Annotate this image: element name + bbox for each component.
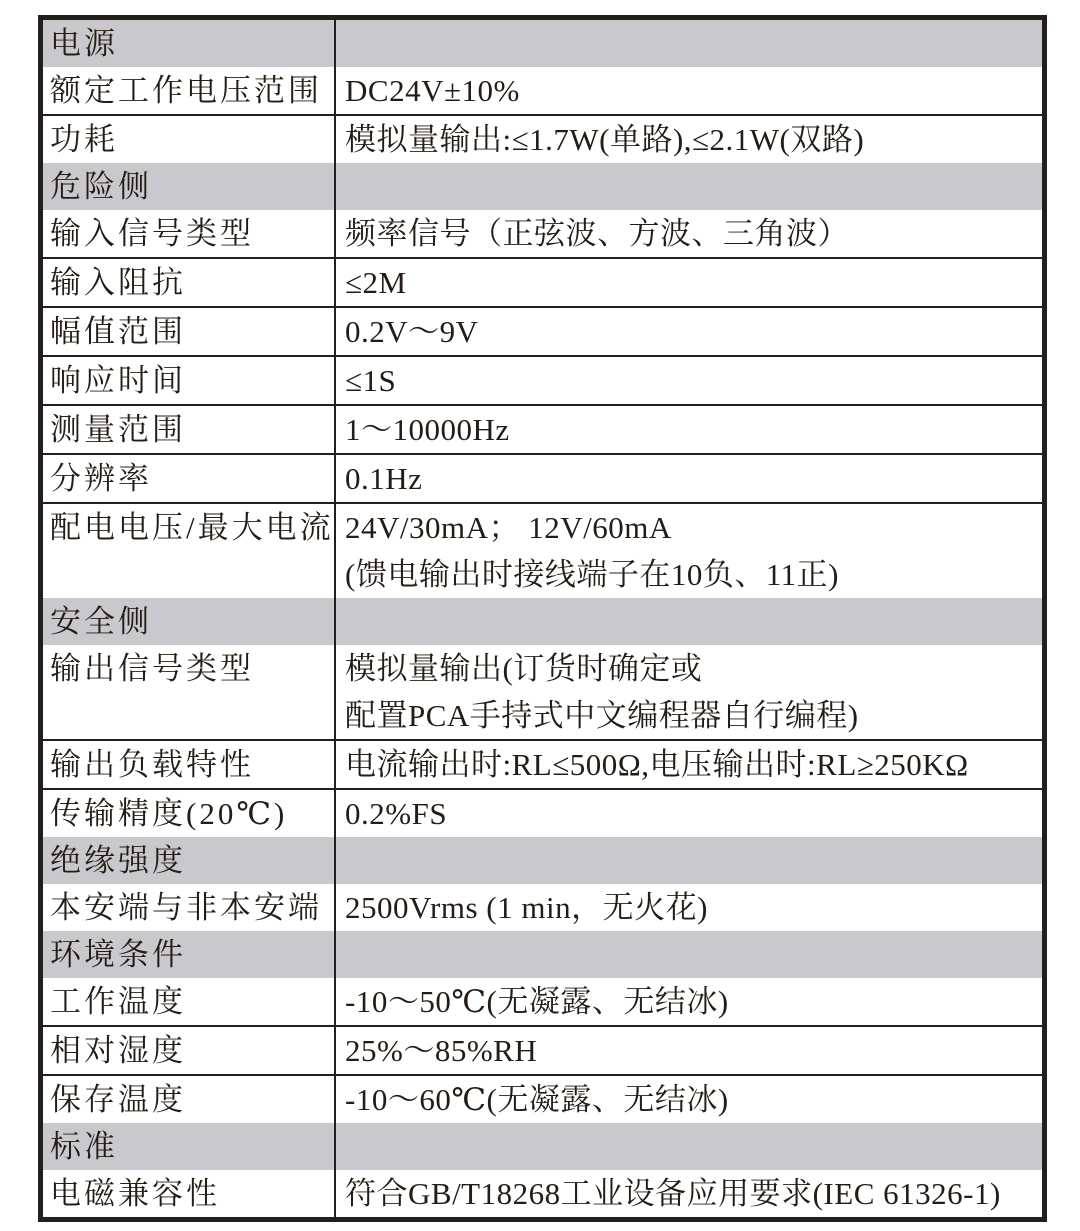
parameter-value: [336, 1027, 1042, 1074]
parameter-label: 额定工作电压范围: [43, 67, 336, 114]
parameter-value: [336, 210, 1042, 257]
parameter-value: [336, 1076, 1042, 1123]
parameter-value: [336, 1170, 1042, 1217]
parameter-value: [336, 116, 1042, 163]
parameter-label: 电磁兼容性: [43, 1170, 336, 1217]
spec-row: [43, 257, 1042, 306]
parameter-label: 功耗: [43, 116, 336, 163]
parameter-label: 幅值范围: [43, 308, 336, 355]
spec-row: [43, 355, 1042, 404]
spec-row: [43, 114, 1042, 163]
parameter-value-line: ≤1S: [345, 363, 397, 398]
parameter-value-line: 模拟量输出:≤1.7W(单路),≤2.1W(双路): [345, 122, 865, 157]
parameter-value: [336, 357, 1042, 404]
parameter-value: [336, 837, 1042, 884]
spec-row: [43, 1170, 1042, 1217]
parameter-value-line: DC24V±10%: [345, 73, 520, 108]
section-label: 标准: [43, 1123, 336, 1170]
spec-row: [43, 1074, 1042, 1123]
parameter-value: [336, 790, 1042, 837]
section-row: [43, 837, 1042, 884]
parameter-value-line: 2500Vrms (1 min，无火花): [345, 890, 708, 925]
spec-row: [43, 884, 1042, 931]
spec-row: [43, 978, 1042, 1025]
parameter-label: 相对湿度: [43, 1027, 336, 1074]
parameter-value: [336, 455, 1042, 502]
parameter-value: [336, 308, 1042, 355]
parameter-value: [336, 504, 1042, 598]
section-label: 安全侧: [43, 598, 336, 645]
spec-row: [43, 645, 1042, 739]
parameter-value-line: 24V/30mA； 12V/60mA: [345, 510, 672, 545]
parameter-value: [336, 978, 1042, 1025]
spec-row: [43, 67, 1042, 114]
parameter-value-line: 0.2%FS: [345, 796, 448, 831]
spec-row: [43, 453, 1042, 502]
section-label: 环境条件: [43, 931, 336, 978]
parameter-value-line: 25%～85%RH: [345, 1033, 538, 1068]
parameter-label: 输出负载特性: [43, 741, 336, 788]
spec-row: [43, 1025, 1042, 1074]
spec-row: [43, 788, 1042, 837]
parameter-label: 工作温度: [43, 978, 336, 1025]
parameter-label: 配电电压/最大电流: [43, 504, 336, 598]
parameter-label: 分辨率: [43, 455, 336, 502]
parameter-value-line: 模拟量输出(订货时确定或: [345, 651, 703, 686]
parameter-value-line: 配置PCA手持式中文编程器自行编程): [345, 698, 859, 733]
parameter-value: [336, 67, 1042, 114]
section-row: [43, 20, 1042, 67]
spec-row: [43, 210, 1042, 257]
parameter-label: 输入信号类型: [43, 210, 336, 257]
parameter-value-line: 频率信号（正弦波、方波、三角波）: [345, 216, 849, 251]
parameter-value-line: -10～50℃(无凝露、无结冰): [345, 984, 729, 1019]
parameter-value-line: (馈电输出时接线端子在10负、11正): [345, 557, 839, 592]
section-row: [43, 163, 1042, 210]
spec-row: [43, 404, 1042, 453]
parameter-label: 输出信号类型: [43, 645, 336, 739]
parameter-value: [336, 406, 1042, 453]
section-label: 危险侧: [43, 163, 336, 210]
parameter-label: 响应时间: [43, 357, 336, 404]
section-row: [43, 598, 1042, 645]
parameter-label: 传输精度(20℃): [43, 790, 336, 837]
section-label: 电源: [43, 20, 336, 67]
section-label: 绝缘强度: [43, 837, 336, 884]
parameter-label: 输入阻抗: [43, 259, 336, 306]
spec-row: [43, 739, 1042, 788]
parameter-value-line: 0.2V～9V: [345, 314, 479, 349]
spec-table: [38, 15, 1047, 1222]
parameter-value-line: 电流输出时:RL≤500Ω,电压输出时:RL≥250KΩ: [345, 747, 969, 782]
parameter-value: [336, 20, 1042, 67]
parameter-value-line: -10～60℃(无凝露、无结冰): [345, 1082, 729, 1117]
parameter-value-line: ≤2M: [345, 265, 407, 300]
spec-row: [43, 502, 1042, 598]
parameter-value: [336, 598, 1042, 645]
spec-row: [43, 306, 1042, 355]
parameter-value: [336, 931, 1042, 978]
parameter-value-line: 0.1Hz: [345, 461, 423, 496]
parameter-value: [336, 1123, 1042, 1170]
parameter-value-line: 1～10000Hz: [345, 412, 510, 447]
parameter-value: [336, 163, 1042, 210]
parameter-value-line: 符合GB/T18268工业设备应用要求(IEC 61326-1): [345, 1176, 1001, 1211]
parameter-value: [336, 741, 1042, 788]
parameter-value: [336, 884, 1042, 931]
section-row: [43, 931, 1042, 978]
parameter-label: 测量范围: [43, 406, 336, 453]
parameter-value: [336, 645, 1042, 739]
parameter-label: 保存温度: [43, 1076, 336, 1123]
parameter-label: 本安端与非本安端: [43, 884, 336, 931]
section-row: [43, 1123, 1042, 1170]
parameter-value: [336, 259, 1042, 306]
